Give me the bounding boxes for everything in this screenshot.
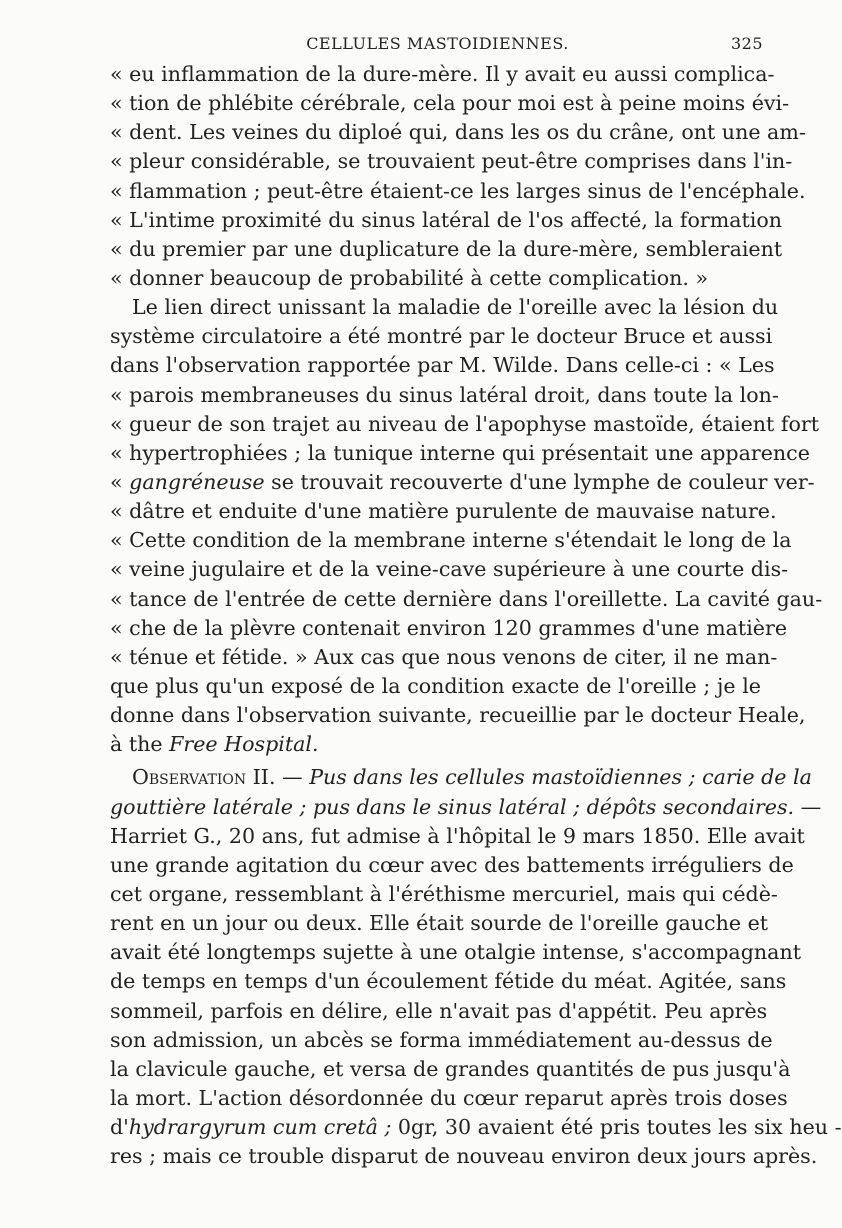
- text-line: cet organe, ressemblant à l'éréthisme mercuriel, mais qui cédè-: [110, 881, 778, 906]
- observation-heading: Observation II.: [132, 765, 276, 790]
- text-line: « gueur de son trajet au niveau de l'apophyse mastoïde, étaient fort: [110, 411, 820, 436]
- body-text: [110, 60, 842, 1171]
- text-line: res ; mais ce trouble disparut de nouveau environ deux jours après.: [110, 1144, 818, 1169]
- italic-text: Pus dans les cellules mastoïdiennes ; carie de la: [309, 765, 812, 790]
- text-line: Le lien direct unissant la maladie de l'oreille avec la lésion du: [132, 295, 779, 320]
- text-line: « dâtre et enduite d'une matière purulente de mauvaise nature.: [110, 499, 777, 524]
- text-segment: —: [794, 794, 822, 819]
- text-line: « parois membraneuses du sinus latéral droit, dans toute la lon-: [110, 382, 779, 407]
- text-line: sommeil, parfois en délire, elle n'avait pas d'appétit. Peu après: [110, 998, 768, 1023]
- text-line: « eu inflammation de la dure-mère. Il y avait eu aussi complica-: [110, 62, 775, 86]
- text-line: avait été longtemps sujette à une otalgie intense, s'accompagnant: [110, 940, 801, 965]
- text-line: donne dans l'observation suivante, recueillie par le docteur Heale,: [110, 703, 806, 728]
- text-line: « tion de phlébite cérébrale, cela pour moi est à peine moins évi-: [110, 91, 790, 116]
- italic-text: gouttière latérale ; pus dans le sinus latéral ; dépôts secondaires.: [110, 794, 795, 819]
- text-line: [110, 1113, 842, 1142]
- text-segment: à the: [110, 732, 170, 757]
- text-line: « donner beaucoup de probabilité à cette complication. »: [110, 265, 709, 290]
- italic-text: hydrargyrum cum cretâ ;: [128, 1115, 392, 1140]
- page-header: [110, 34, 765, 56]
- text-line: [110, 468, 815, 497]
- text-line: la mort. L'action désordonnée du cœur reparut après trois doses: [110, 1085, 788, 1110]
- text-segment: —: [275, 765, 310, 790]
- text-segment: se trouvait recouverte d'une lymphe de couleur ver-: [264, 469, 815, 494]
- text-segment: d': [110, 1115, 129, 1140]
- text-line: « dent. Les veines du diploé qui, dans les os du crâne, ont une am-: [110, 120, 806, 145]
- text-line: « hypertrophiées ; la tunique interne qui présentait une apparence: [110, 440, 810, 465]
- running-title: CELLULES MASTOIDIENNES.: [306, 34, 569, 53]
- text-line: « che de la plèvre contenait environ 120 grammes d'une matière: [110, 615, 788, 640]
- text-line: [110, 763, 812, 792]
- text-line: [110, 793, 822, 822]
- text-line: une grande agitation du cœur avec des battements irréguliers de: [110, 852, 794, 877]
- page-number: 325: [730, 34, 763, 53]
- italic-text: gangréneuse: [129, 469, 265, 494]
- text-line: « pleur considérable, se trouvaient peut-être comprises dans l'in-: [110, 149, 793, 174]
- text-line: « flammation ; peut-être étaient-ce les larges sinus de l'encéphale.: [110, 178, 806, 203]
- text-line: [110, 730, 761, 759]
- text-line: « tance de l'entrée de cette dernière dans l'oreillette. La cavité gau-: [110, 586, 823, 611]
- text-segment: 0gr, 30 avaient été pris toutes les six heu -: [391, 1115, 842, 1140]
- text-line: « Cette condition de la membrane interne s'étendait le long de la: [110, 528, 792, 553]
- text-line: « ténue et fétide. » Aux cas que nous venons de citer, il ne man-: [110, 644, 778, 669]
- text-line: « du premier par une duplicature de la dure-mère, sembleraient: [110, 236, 783, 261]
- text-line: rent en un jour ou deux. Elle était sourde de l'oreille gauche et: [110, 911, 769, 936]
- italic-text: Free Hospital.: [169, 732, 319, 757]
- text-line: son admission, un abcès se forma immédiatement au-dessus de: [110, 1027, 773, 1052]
- text-segment: «: [110, 469, 130, 494]
- text-line: la clavicule gauche, et versa de grandes quantités de pus jusqu'à: [110, 1056, 791, 1081]
- text-line: Harriet G., 20 ans, fut admise à l'hôpital le 9 mars 1850. Elle avait: [110, 823, 805, 848]
- text-line: « veine jugulaire et de la veine-cave supérieure à une courte dis-: [110, 557, 789, 582]
- text-line: que plus qu'un exposé de la condition exacte de l'oreille ; je le: [110, 673, 761, 698]
- text-line: dans l'observation rapportée par M. Wilde. Dans celle-ci : « Les: [110, 353, 775, 378]
- text-line: système circulatoire a été montré par le docteur Bruce et aussi: [110, 324, 773, 349]
- text-line: « L'intime proximité du sinus latéral de l'os affecté, la formation: [110, 207, 783, 232]
- text-line: de temps en temps d'un écoulement fétide du méat. Agitée, sans: [110, 969, 787, 994]
